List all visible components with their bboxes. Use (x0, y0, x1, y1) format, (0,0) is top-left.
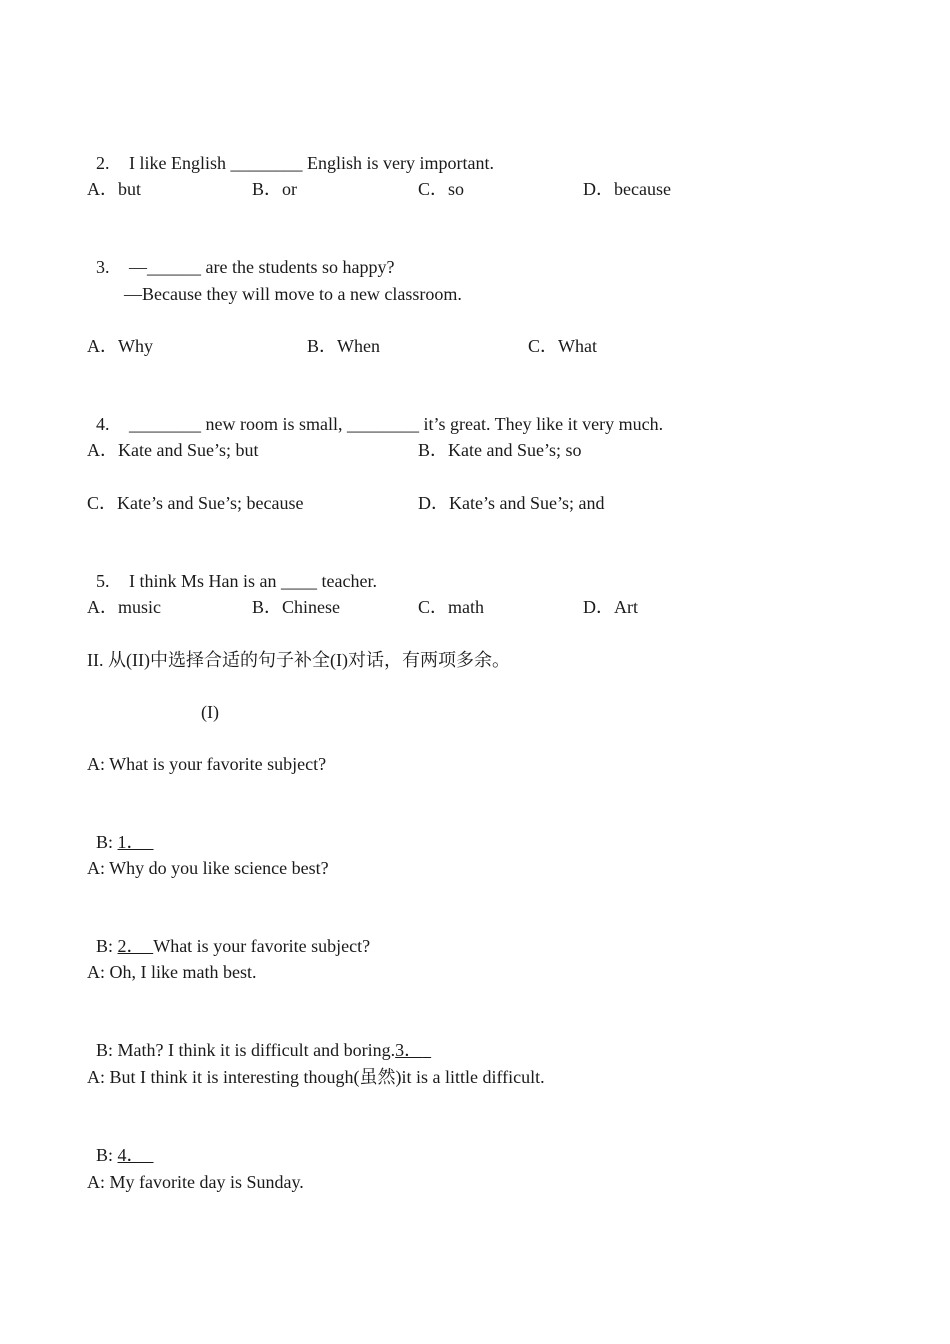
option-b[interactable]: B．or (252, 179, 297, 199)
question-2 (87, 124, 494, 173)
section-heading: II. 从(II)中选择合适的句子补全(I)对话，有两项多余。 (87, 650, 510, 670)
section-subheading: (I) (201, 702, 219, 722)
question-number: 3. (96, 257, 110, 277)
question-text: teacher. (317, 571, 377, 591)
answer-blank[interactable]: 3． (395, 1040, 423, 1060)
option-c[interactable]: C．so (418, 179, 465, 199)
question-number: 2. (96, 153, 110, 173)
question-number: 4. (96, 414, 110, 434)
option-b[interactable]: B．Kate and Sue’s; so (418, 440, 582, 460)
dialogue-line (87, 803, 154, 852)
dialogue-line: A: But I think it is interesting though(虽然)it is a little difficult. (87, 1067, 545, 1087)
question-4 (87, 385, 664, 434)
speaker-label: B: (96, 832, 118, 852)
dialogue-line: A: Why do you like science best? (87, 858, 329, 878)
question-text: I like English ________ English is very important. (129, 153, 494, 173)
dialogue-text: What is your favorite subject? (153, 936, 371, 956)
question-text: ________ new room is small, ________ it’s great. They like it very much. (129, 414, 664, 434)
dialogue-line: A: What is your favorite subject? (87, 754, 327, 774)
dialogue-line (87, 1116, 154, 1165)
question-text: —______ are the students so happy? (129, 257, 395, 277)
dialogue-line: A: Oh, I like math best. (87, 962, 257, 982)
dialogue-line: A: My favorite day is Sunday. (87, 1172, 304, 1192)
dialogue-line (87, 907, 371, 956)
option-c[interactable]: C．What (528, 336, 597, 356)
answer-blank[interactable]: 1． (117, 832, 145, 852)
option-d[interactable]: D．because (583, 179, 671, 199)
answer-blank: ____ (281, 571, 317, 591)
option-a[interactable]: A．Kate and Sue’s; but (87, 440, 259, 460)
question-text: I think Ms Han is an (129, 571, 281, 591)
option-b[interactable]: B．Chinese (252, 597, 340, 617)
option-d[interactable]: D．Art (583, 597, 638, 617)
dialogue-line (87, 1011, 431, 1060)
speaker-label: B: (96, 1145, 118, 1165)
option-a[interactable]: A．music (87, 597, 161, 617)
option-a[interactable]: A．Why (87, 336, 153, 356)
option-d[interactable]: D．Kate’s and Sue’s; and (418, 493, 605, 513)
speaker-label: B: (96, 936, 118, 956)
answer-blank[interactable]: 2． (117, 936, 145, 956)
option-a[interactable]: A．but (87, 179, 141, 199)
option-b[interactable]: B．When (307, 336, 380, 356)
question-5 (87, 542, 377, 591)
question-3 (87, 228, 395, 277)
answer-blank[interactable]: 4． (117, 1145, 145, 1165)
option-c[interactable]: C．Kate’s and Sue’s; because (87, 493, 304, 513)
option-c[interactable]: C．math (418, 597, 484, 617)
question-3-reply: —Because they will move to a new classroom. (124, 284, 462, 304)
dialogue-text: B: Math? I think it is difficult and boring. (96, 1040, 396, 1060)
question-number: 5. (96, 571, 110, 591)
